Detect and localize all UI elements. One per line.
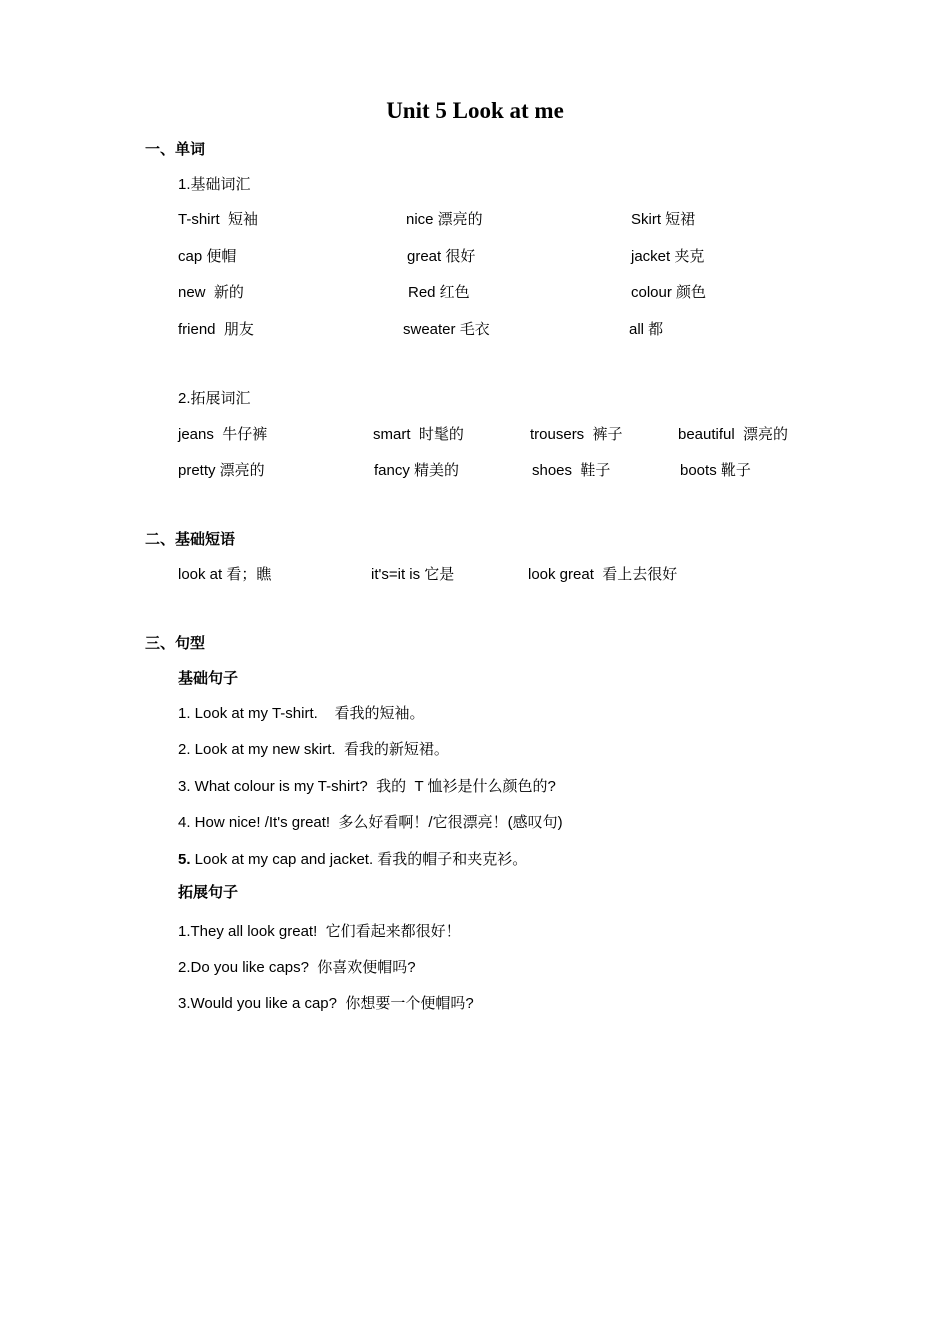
phrase-item: look at 看；瞧 bbox=[178, 566, 272, 583]
basic-sentences-label: 基础句子 bbox=[178, 670, 239, 687]
vocab-item: jeans 牛仔裤 bbox=[178, 426, 268, 443]
vocab-item: Red 红色 bbox=[408, 284, 470, 301]
sentence-item bbox=[178, 848, 527, 869]
vocab-item: fancy 精美的 bbox=[374, 462, 460, 479]
section-heading-phrases: 二、基础短语 bbox=[145, 531, 236, 548]
vocab-item: shoes 鞋子 bbox=[532, 462, 611, 479]
sentence-item: 1.They all look great! 它们看起来都很好！ bbox=[178, 923, 461, 940]
vocab-item: pretty 漂亮的 bbox=[178, 462, 265, 479]
vocab-item: trousers 裤子 bbox=[530, 426, 623, 443]
section-heading-sentences: 三、句型 bbox=[145, 635, 206, 652]
vocab-item: boots 靴子 bbox=[680, 462, 751, 479]
page-title: Unit 5 Look at me bbox=[386, 98, 564, 123]
section-heading-words: 一、单词 bbox=[145, 141, 206, 158]
vocab-item: sweater 毛衣 bbox=[403, 321, 490, 338]
sentence-number: 5. bbox=[178, 851, 191, 868]
vocab-item: T-shirt 短袖 bbox=[178, 211, 259, 228]
extended-sentences-label: 拓展句子 bbox=[178, 884, 239, 901]
sentence-item: 2.Do you like caps? 你喜欢便帽吗? bbox=[178, 959, 416, 976]
sentence-item: 3.Would you like a cap? 你想要一个便帽吗? bbox=[178, 995, 474, 1012]
basic-vocab-label: 1.基础词汇 bbox=[178, 176, 251, 193]
sentence-item: 2. Look at my new skirt. 看我的新短裙。 bbox=[178, 741, 449, 758]
vocab-item: new 新的 bbox=[178, 284, 244, 301]
vocab-item: all 都 bbox=[629, 321, 664, 338]
vocab-item: great 很好 bbox=[407, 248, 476, 265]
sentence-item: 1. Look at my T-shirt. 看我的短袖。 bbox=[178, 705, 425, 722]
sentence-text: Look at my cap and jacket. 看我的帽子和夹克衫。 bbox=[190, 851, 528, 868]
vocab-item: cap 便帽 bbox=[178, 248, 237, 265]
vocab-item: jacket 夹克 bbox=[631, 248, 705, 265]
vocab-item: friend 朋友 bbox=[178, 321, 254, 338]
sentence-item: 4. How nice! /It's great! 多么好看啊！/它很漂亮！(感叹句) bbox=[178, 814, 563, 831]
vocab-item: beautiful 漂亮的 bbox=[678, 426, 789, 443]
vocab-item: colour 颜色 bbox=[631, 284, 707, 301]
vocab-item: Skirt 短裙 bbox=[631, 211, 696, 228]
vocab-item: smart 时髦的 bbox=[373, 426, 464, 443]
sentence-item: 3. What colour is my T-shirt? 我的 T 恤衫是什么颜色的? bbox=[178, 778, 556, 795]
phrase-item: it's=it is 它是 bbox=[371, 566, 455, 583]
phrase-item: look great 看上去很好 bbox=[528, 566, 678, 583]
vocab-item: nice 漂亮的 bbox=[406, 211, 483, 228]
extended-vocab-label: 2.拓展词汇 bbox=[178, 390, 251, 407]
